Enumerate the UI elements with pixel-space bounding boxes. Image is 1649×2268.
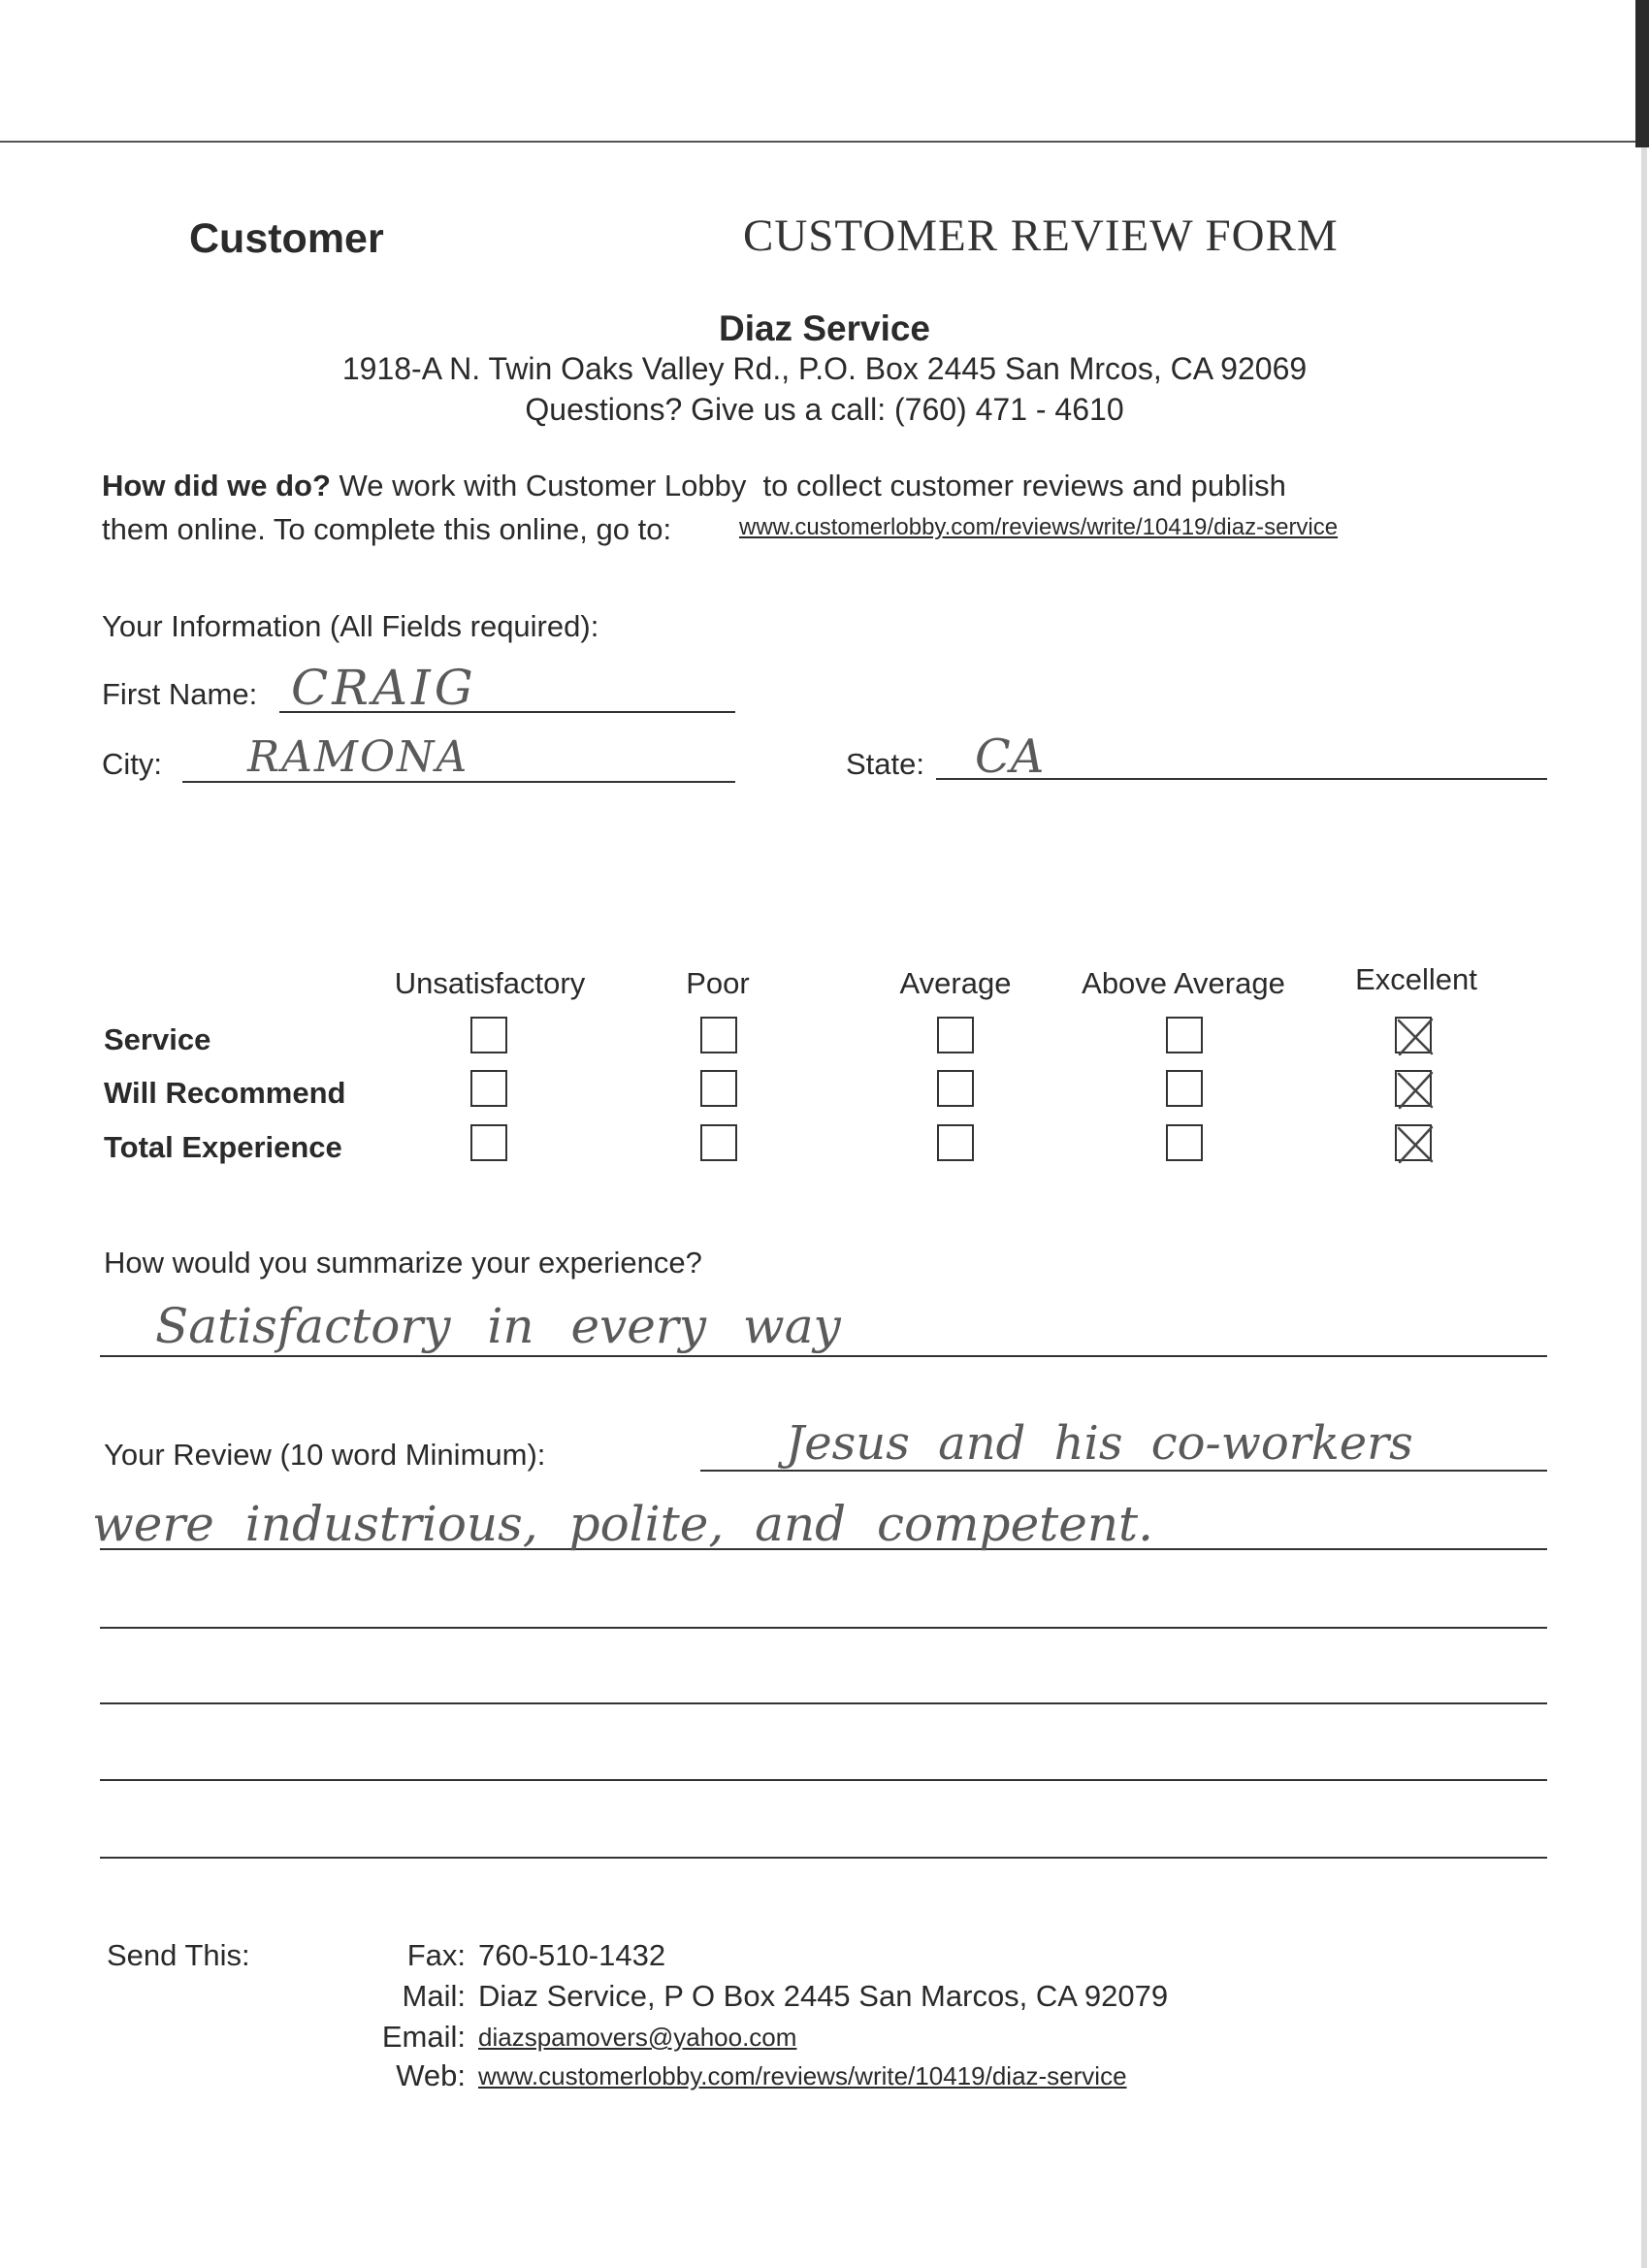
review-text-1[interactable]: Jesus and his co-workers [786, 1416, 1413, 1471]
checkbox-will-recommend-above-average[interactable] [1166, 1070, 1203, 1107]
send-label: Send This: [107, 1938, 250, 1972]
col-unsatisfactory: Unsatisfactory [394, 966, 586, 1000]
checkbox-service-unsatisfactory[interactable] [470, 1017, 507, 1053]
checkbox-service-average[interactable] [937, 1017, 974, 1053]
col-excellent: Excellent [1355, 962, 1477, 996]
review-label: Your Review (10 word Minimum): [104, 1438, 546, 1472]
intro-line-1 [102, 469, 1286, 503]
company-address: 1918-A N. Twin Oaks Valley Rd., P.O. Box 2445 San Mrcos, CA 92069 [341, 351, 1308, 386]
checkbox-will-recommend-average[interactable] [937, 1070, 974, 1107]
city-field[interactable]: RAMONA [247, 732, 469, 782]
checkbox-will-recommend-excellent[interactable] [1395, 1070, 1432, 1107]
review-line-5 [100, 1779, 1547, 1781]
company-name: Diaz Service [718, 308, 931, 348]
web-label: Web: [396, 2058, 466, 2092]
info-heading: Your Information (All Fields required): [102, 609, 599, 643]
checkbox-total-experience-unsatisfactory[interactable] [470, 1124, 507, 1161]
checkbox-total-experience-poor[interactable] [700, 1124, 737, 1161]
first-name-field[interactable]: CRAIG [291, 660, 477, 716]
company-phone: Questions? Give us a call: (760) 471 - 4610 [525, 392, 1124, 427]
row-will-recommend-label: Will Recommend [104, 1076, 346, 1110]
city-label: City: [102, 747, 162, 781]
summary-question: How would you summarize your experience? [104, 1246, 702, 1280]
fax-value: 760-510-1432 [478, 1938, 666, 1972]
mail-label: Mail: [402, 1979, 466, 2013]
row-total-experience-label: Total Experience [104, 1130, 342, 1164]
row-service-label: Service [104, 1022, 211, 1056]
checkbox-service-excellent[interactable] [1395, 1017, 1432, 1053]
intro-lead: How did we do? [102, 469, 331, 502]
col-poor: Poor [686, 966, 750, 1000]
col-average: Average [899, 966, 1012, 1000]
customer-label: Customer [189, 215, 384, 262]
fax-label: Fax: [406, 1938, 466, 1972]
col-above-average: Above Average [1082, 966, 1285, 1000]
intro-line-1-rest: We work with Customer Lobby to collect customer reviews and publish [330, 469, 1286, 502]
first-name-label: First Name: [102, 677, 258, 711]
checkbox-service-poor[interactable] [700, 1017, 737, 1053]
review-text-2[interactable]: were industrious, polite, and competent. [92, 1496, 1154, 1552]
summary-answer[interactable]: Satisfactory in every way [155, 1298, 841, 1354]
checkbox-total-experience-above-average[interactable] [1166, 1124, 1203, 1161]
review-line-4 [100, 1702, 1547, 1704]
intro-review-link[interactable]: www.customerlobby.com/reviews/write/10419/diaz-service [739, 514, 1339, 540]
intro-line-2: them online. To complete this online, go to: [102, 512, 672, 546]
checkbox-will-recommend-poor[interactable] [700, 1070, 737, 1107]
page-right-edge [1641, 147, 1647, 2268]
state-field[interactable]: CA [975, 729, 1045, 784]
mail-value: Diaz Service, P O Box 2445 San Marcos, CA 92079 [478, 1979, 1169, 2013]
email-link[interactable]: diazspamovers@yahoo.com [478, 2023, 797, 2052]
review-line-3 [100, 1627, 1547, 1629]
email-label: Email: [381, 2020, 466, 2054]
checkbox-total-experience-average[interactable] [937, 1124, 974, 1161]
summary-line [100, 1355, 1547, 1357]
form-title: CUSTOMER REVIEW FORM [743, 211, 1339, 261]
check-mark-icon [1393, 1068, 1438, 1113]
web-link[interactable]: www.customerlobby.com/reviews/write/10419/diaz-service [478, 2061, 1127, 2090]
check-mark-icon [1393, 1015, 1438, 1059]
review-line-6 [100, 1857, 1547, 1859]
checkbox-total-experience-excellent[interactable] [1395, 1124, 1432, 1161]
check-mark-icon [1393, 1122, 1438, 1167]
state-label: State: [846, 747, 924, 781]
checkbox-service-above-average[interactable] [1166, 1017, 1203, 1053]
page-top-edge [0, 141, 1639, 143]
checkbox-will-recommend-unsatisfactory[interactable] [470, 1070, 507, 1107]
scan-shadow [1635, 0, 1649, 147]
